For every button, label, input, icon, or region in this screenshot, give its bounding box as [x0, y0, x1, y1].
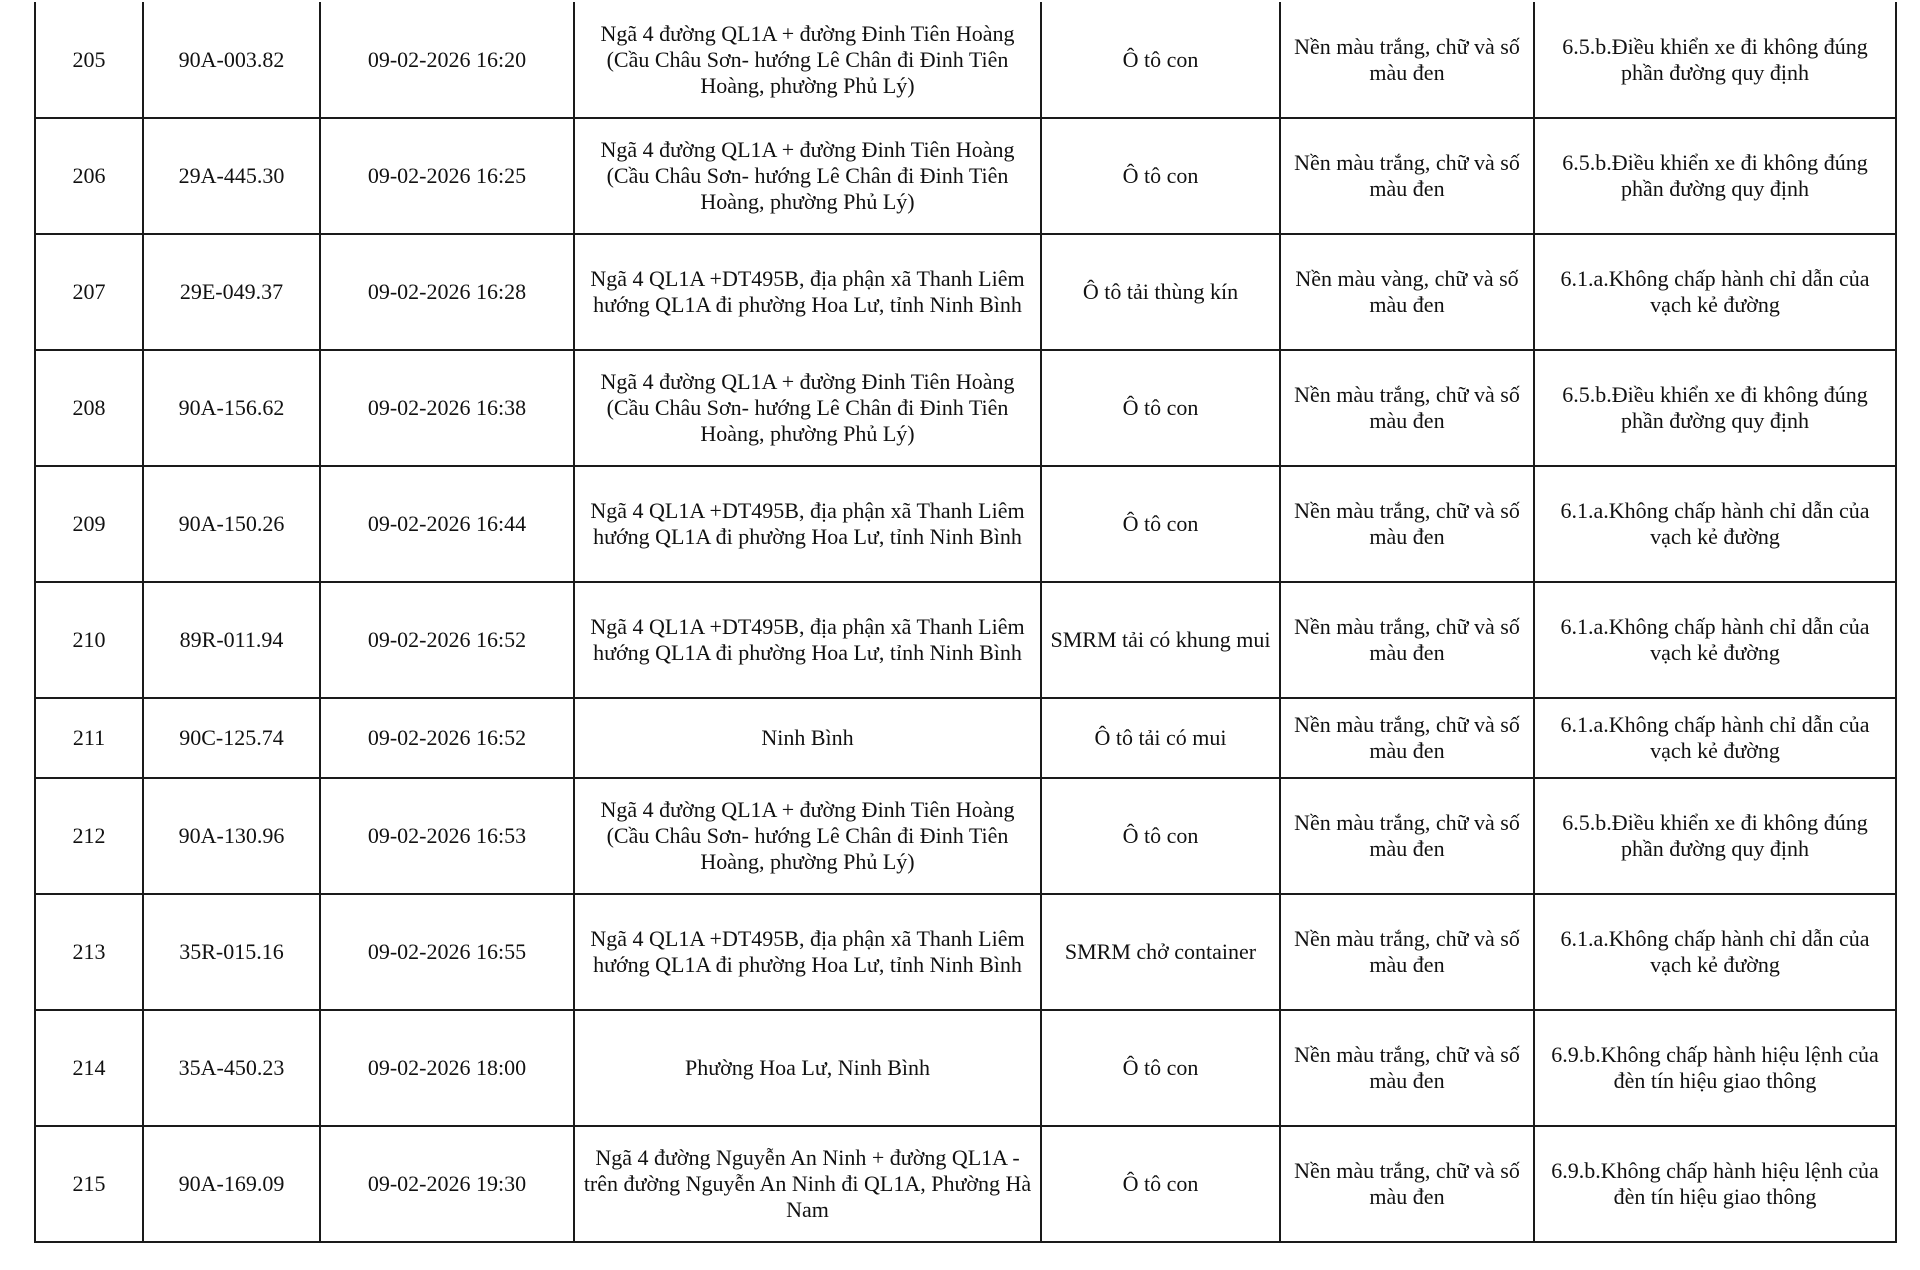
table-row	[35, 778, 1896, 894]
cell-stt: 214	[35, 1010, 143, 1126]
cell-stt: 208	[35, 350, 143, 466]
cell-time: 09-02-2026 18:00	[320, 1010, 574, 1126]
cell-vehicle: Ô tô con	[1041, 350, 1280, 466]
cell-time: 09-02-2026 16:28	[320, 234, 574, 350]
cell-vehicle: Ô tô con	[1041, 2, 1280, 118]
table-row	[35, 1126, 1896, 1242]
cell-time: 09-02-2026 16:55	[320, 894, 574, 1010]
cell-plate: 35R-015.16	[143, 894, 320, 1010]
cell-plate: 90A-169.09	[143, 1126, 320, 1242]
cell-plate-color: Nền màu vàng, chữ và số màu đen	[1280, 234, 1534, 350]
cell-plate: 90A-156.62	[143, 350, 320, 466]
cell-stt: 211	[35, 698, 143, 778]
cell-time: 09-02-2026 16:25	[320, 118, 574, 234]
cell-violation: 6.1.a.Không chấp hành chỉ dẫn của vạch kẻ đường	[1534, 466, 1896, 582]
cell-vehicle: Ô tô con	[1041, 1126, 1280, 1242]
cell-stt: 209	[35, 466, 143, 582]
cell-time: 09-02-2026 16:52	[320, 582, 574, 698]
cell-plate: 90A-003.82	[143, 2, 320, 118]
cell-plate: 90A-130.96	[143, 778, 320, 894]
cell-plate-color: Nền màu trắng, chữ và số màu đen	[1280, 582, 1534, 698]
cell-location: Ngã 4 QL1A +DT495B, địa phận xã Thanh Liêm hướng QL1A đi phường Hoa Lư, tỉnh Ninh Bình	[574, 582, 1041, 698]
cell-violation: 6.5.b.Điều khiển xe đi không đúng phần đường quy định	[1534, 778, 1896, 894]
cell-plate-color: Nền màu trắng, chữ và số màu đen	[1280, 1126, 1534, 1242]
cell-vehicle: Ô tô con	[1041, 1010, 1280, 1126]
cell-violation: 6.1.a.Không chấp hành chỉ dẫn của vạch kẻ đường	[1534, 582, 1896, 698]
cell-location: Ngã 4 QL1A +DT495B, địa phận xã Thanh Liêm hướng QL1A đi phường Hoa Lư, tỉnh Ninh Bình	[574, 234, 1041, 350]
table-row	[35, 582, 1896, 698]
cell-stt: 207	[35, 234, 143, 350]
cell-vehicle: Ô tô con	[1041, 778, 1280, 894]
cell-plate: 29E-049.37	[143, 234, 320, 350]
cell-time: 09-02-2026 19:30	[320, 1126, 574, 1242]
cell-location: Ngã 4 QL1A +DT495B, địa phận xã Thanh Liêm hướng QL1A đi phường Hoa Lư, tỉnh Ninh Bình	[574, 894, 1041, 1010]
table-row	[35, 698, 1896, 778]
cell-violation: 6.9.b.Không chấp hành hiệu lệnh của đèn tín hiệu giao thông	[1534, 1010, 1896, 1126]
cell-location: Ngã 4 đường QL1A + đường Đinh Tiên Hoàng (Cầu Châu Sơn- hướng Lê Chân đi Đinh Tiên Hoàng, phường Phủ Lý)	[574, 778, 1041, 894]
cell-plate-color: Nền màu trắng, chữ và số màu đen	[1280, 118, 1534, 234]
violation-table	[34, 2, 1897, 1243]
cell-stt: 213	[35, 894, 143, 1010]
table-row	[35, 1010, 1896, 1126]
cell-stt: 212	[35, 778, 143, 894]
cell-violation: 6.1.a.Không chấp hành chỉ dẫn của vạch kẻ đường	[1534, 234, 1896, 350]
cell-stt: 205	[35, 2, 143, 118]
cell-stt: 206	[35, 118, 143, 234]
cell-vehicle: SMRM chở container	[1041, 894, 1280, 1010]
cell-time: 09-02-2026 16:52	[320, 698, 574, 778]
cell-violation: 6.9.b.Không chấp hành hiệu lệnh của đèn tín hiệu giao thông	[1534, 1126, 1896, 1242]
table-row	[35, 894, 1896, 1010]
table-row	[35, 466, 1896, 582]
cell-plate: 89R-011.94	[143, 582, 320, 698]
cell-plate: 90C-125.74	[143, 698, 320, 778]
cell-plate-color: Nền màu trắng, chữ và số màu đen	[1280, 350, 1534, 466]
cell-stt: 210	[35, 582, 143, 698]
cell-vehicle: SMRM tải có khung mui	[1041, 582, 1280, 698]
cell-time: 09-02-2026 16:38	[320, 350, 574, 466]
cell-vehicle: Ô tô con	[1041, 466, 1280, 582]
table-row	[35, 118, 1896, 234]
cell-plate: 35A-450.23	[143, 1010, 320, 1126]
cell-plate-color: Nền màu trắng, chữ và số màu đen	[1280, 778, 1534, 894]
cell-plate-color: Nền màu trắng, chữ và số màu đen	[1280, 466, 1534, 582]
table-row	[35, 350, 1896, 466]
cell-time: 09-02-2026 16:53	[320, 778, 574, 894]
cell-location: Ngã 4 đường QL1A + đường Đinh Tiên Hoàng (Cầu Châu Sơn- hướng Lê Chân đi Đinh Tiên Hoàng, phường Phủ Lý)	[574, 2, 1041, 118]
cell-vehicle: Ô tô tải thùng kín	[1041, 234, 1280, 350]
cell-violation: 6.5.b.Điều khiển xe đi không đúng phần đường quy định	[1534, 118, 1896, 234]
cell-plate-color: Nền màu trắng, chữ và số màu đen	[1280, 698, 1534, 778]
cell-violation: 6.5.b.Điều khiển xe đi không đúng phần đường quy định	[1534, 350, 1896, 466]
cell-time: 09-02-2026 16:20	[320, 2, 574, 118]
cell-location: Ngã 4 đường QL1A + đường Đinh Tiên Hoàng (Cầu Châu Sơn- hướng Lê Chân đi Đinh Tiên Hoàng, phường Phủ Lý)	[574, 350, 1041, 466]
table-row	[35, 2, 1896, 118]
cell-plate-color: Nền màu trắng, chữ và số màu đen	[1280, 1010, 1534, 1126]
cell-plate: 90A-150.26	[143, 466, 320, 582]
cell-plate-color: Nền màu trắng, chữ và số màu đen	[1280, 894, 1534, 1010]
cell-time: 09-02-2026 16:44	[320, 466, 574, 582]
cell-stt: 215	[35, 1126, 143, 1242]
cell-violation: 6.1.a.Không chấp hành chỉ dẫn của vạch kẻ đường	[1534, 698, 1896, 778]
cell-location: Ngã 4 đường Nguyễn An Ninh + đường QL1A - trên đường Nguyễn An Ninh đi QL1A, Phường Hà Nam	[574, 1126, 1041, 1242]
cell-violation: 6.1.a.Không chấp hành chỉ dẫn của vạch kẻ đường	[1534, 894, 1896, 1010]
cell-location: Ngã 4 QL1A +DT495B, địa phận xã Thanh Liêm hướng QL1A đi phường Hoa Lư, tỉnh Ninh Bình	[574, 466, 1041, 582]
cell-location: Ngã 4 đường QL1A + đường Đinh Tiên Hoàng (Cầu Châu Sơn- hướng Lê Chân đi Đinh Tiên Hoàng, phường Phủ Lý)	[574, 118, 1041, 234]
cell-plate: 29A-445.30	[143, 118, 320, 234]
cell-plate-color: Nền màu trắng, chữ và số màu đen	[1280, 2, 1534, 118]
cell-location: Phường Hoa Lư, Ninh Bình	[574, 1010, 1041, 1126]
cell-vehicle: Ô tô tải có mui	[1041, 698, 1280, 778]
cell-vehicle: Ô tô con	[1041, 118, 1280, 234]
table-row	[35, 234, 1896, 350]
cell-location: Ninh Bình	[574, 698, 1041, 778]
cell-violation: 6.5.b.Điều khiển xe đi không đúng phần đường quy định	[1534, 2, 1896, 118]
